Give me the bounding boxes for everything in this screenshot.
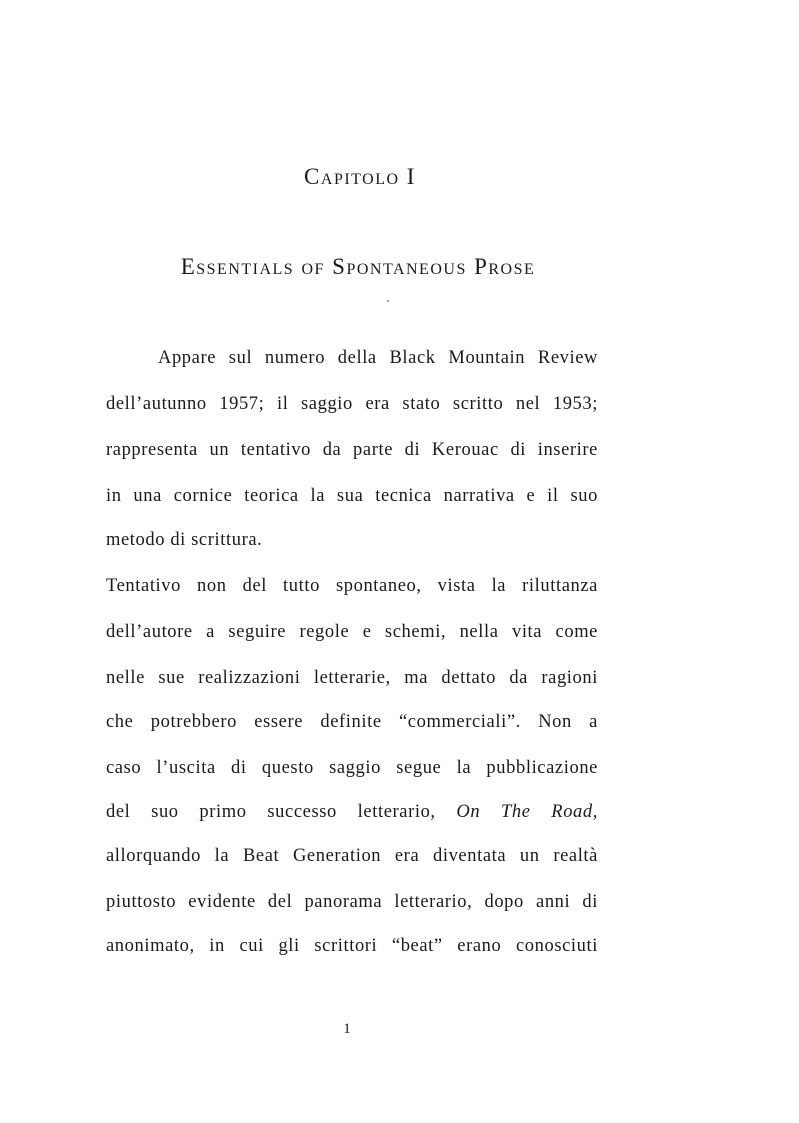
page-number: 1: [343, 1021, 351, 1037]
text-line: [106, 800, 598, 824]
text-line: rappresenta un tentativo da parte di Kerouac di inserire: [106, 440, 598, 460]
text-line: caso l’uscita di questo saggio segue la pubblicazione: [106, 758, 598, 778]
book-title: On The Road: [456, 802, 593, 822]
text-line: in una cornice teorica la sua tecnica narrativa e il suo: [106, 486, 598, 506]
text-line: nelle sue realizzazioni letterarie, ma dettato da ragioni: [106, 668, 598, 688]
text-line: allorquando la Beat Generation era diventata un realtà: [106, 846, 598, 866]
essay-title: Essentials of Spontaneous Prose: [180, 254, 536, 279]
text-line: che potrebbero essere definite “commerciali”. Non a: [106, 712, 598, 732]
text-line: anonimato, in cui gli scrittori “beat” erano conosciuti: [106, 936, 598, 956]
text-line: metodo di scrittura.: [106, 530, 263, 550]
scan-speck: [387, 300, 389, 302]
text-line: Appare sul numero della Black Mountain Review: [158, 348, 598, 368]
text-line: dell’autunno 1957; il saggio era stato scritto nel 1953;: [106, 394, 598, 414]
chapter-heading: Capitolo I: [304, 164, 416, 189]
text-run: ,: [592, 802, 598, 822]
text-line: dell’autore a seguire regole e schemi, nella vita come: [106, 622, 598, 642]
text-line: piuttosto evidente del panorama letterario, dopo anni di: [106, 892, 598, 912]
text-line: Tentativo non del tutto spontaneo, vista la riluttanza: [106, 576, 598, 596]
text-run: del suo primo successo letterario,: [106, 802, 457, 822]
